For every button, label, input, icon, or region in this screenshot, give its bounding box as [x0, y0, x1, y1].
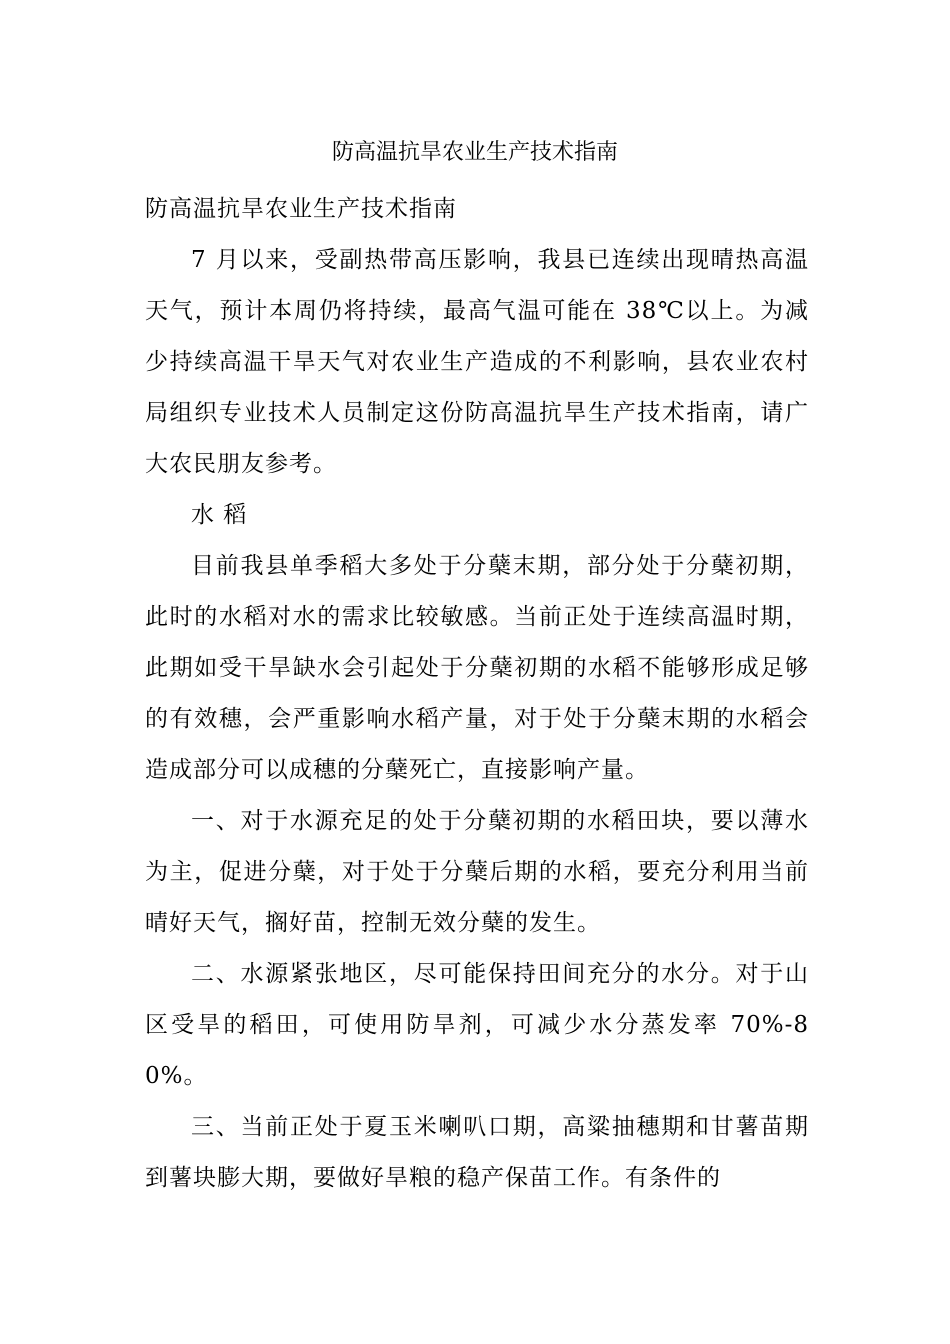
measure-one-paragraph: 一、对于水源充足的处于分蘖初期的水稻田块，要以薄水为主，促进分蘖，对于处于分蘖后期的水稻，要充分利用当前晴好天气，搁好苗，控制无效分蘖的发生。	[145, 808, 809, 936]
intro-paragraph: 7 月以来，受副热带高压影响，我县已连续出现晴热高温天气，预计本周仍将持续，最高气温可能在 38℃以上。为减少持续高温干旱天气对农业生产造成的不利影响，县农业农村局组织专业技术人员制定这份防高温抗旱生产技术指南，请广大农民朋友参考。	[145, 247, 809, 477]
document-title: 防高温抗旱农业生产技术指南	[331, 140, 618, 165]
section-heading-rice: 水 稻	[191, 502, 248, 528]
subtitle-paragraph: 防高温抗旱农业生产技术指南	[145, 196, 457, 222]
measure-three-paragraph: 三、当前正处于夏玉米喇叭口期，高粱抽穗期和甘薯苗期到薯块膨大期，要做好旱粮的稳产保苗工作。有条件的	[145, 1114, 809, 1191]
measure-two-paragraph: 二、水源紧张地区，尽可能保持田间充分的水分。对于山区受旱的稻田，可使用防旱剂，可减少水分蒸发率 70%-80%。	[145, 961, 809, 1089]
rice-overview-paragraph: 目前我县单季稻大多处于分蘖末期，部分处于分蘖初期，此时的水稻对水的需求比较敏感。当前正处于连续高温时期，此期如受干旱缺水会引起处于分蘖初期的水稻不能够形成足够的有效穗，会严重影响水稻产量，对于处于分蘖末期的水稻会造成部分可以成穗的分蘖死亡，直接影响产量。	[145, 553, 809, 783]
document-body	[145, 184, 809, 1204]
